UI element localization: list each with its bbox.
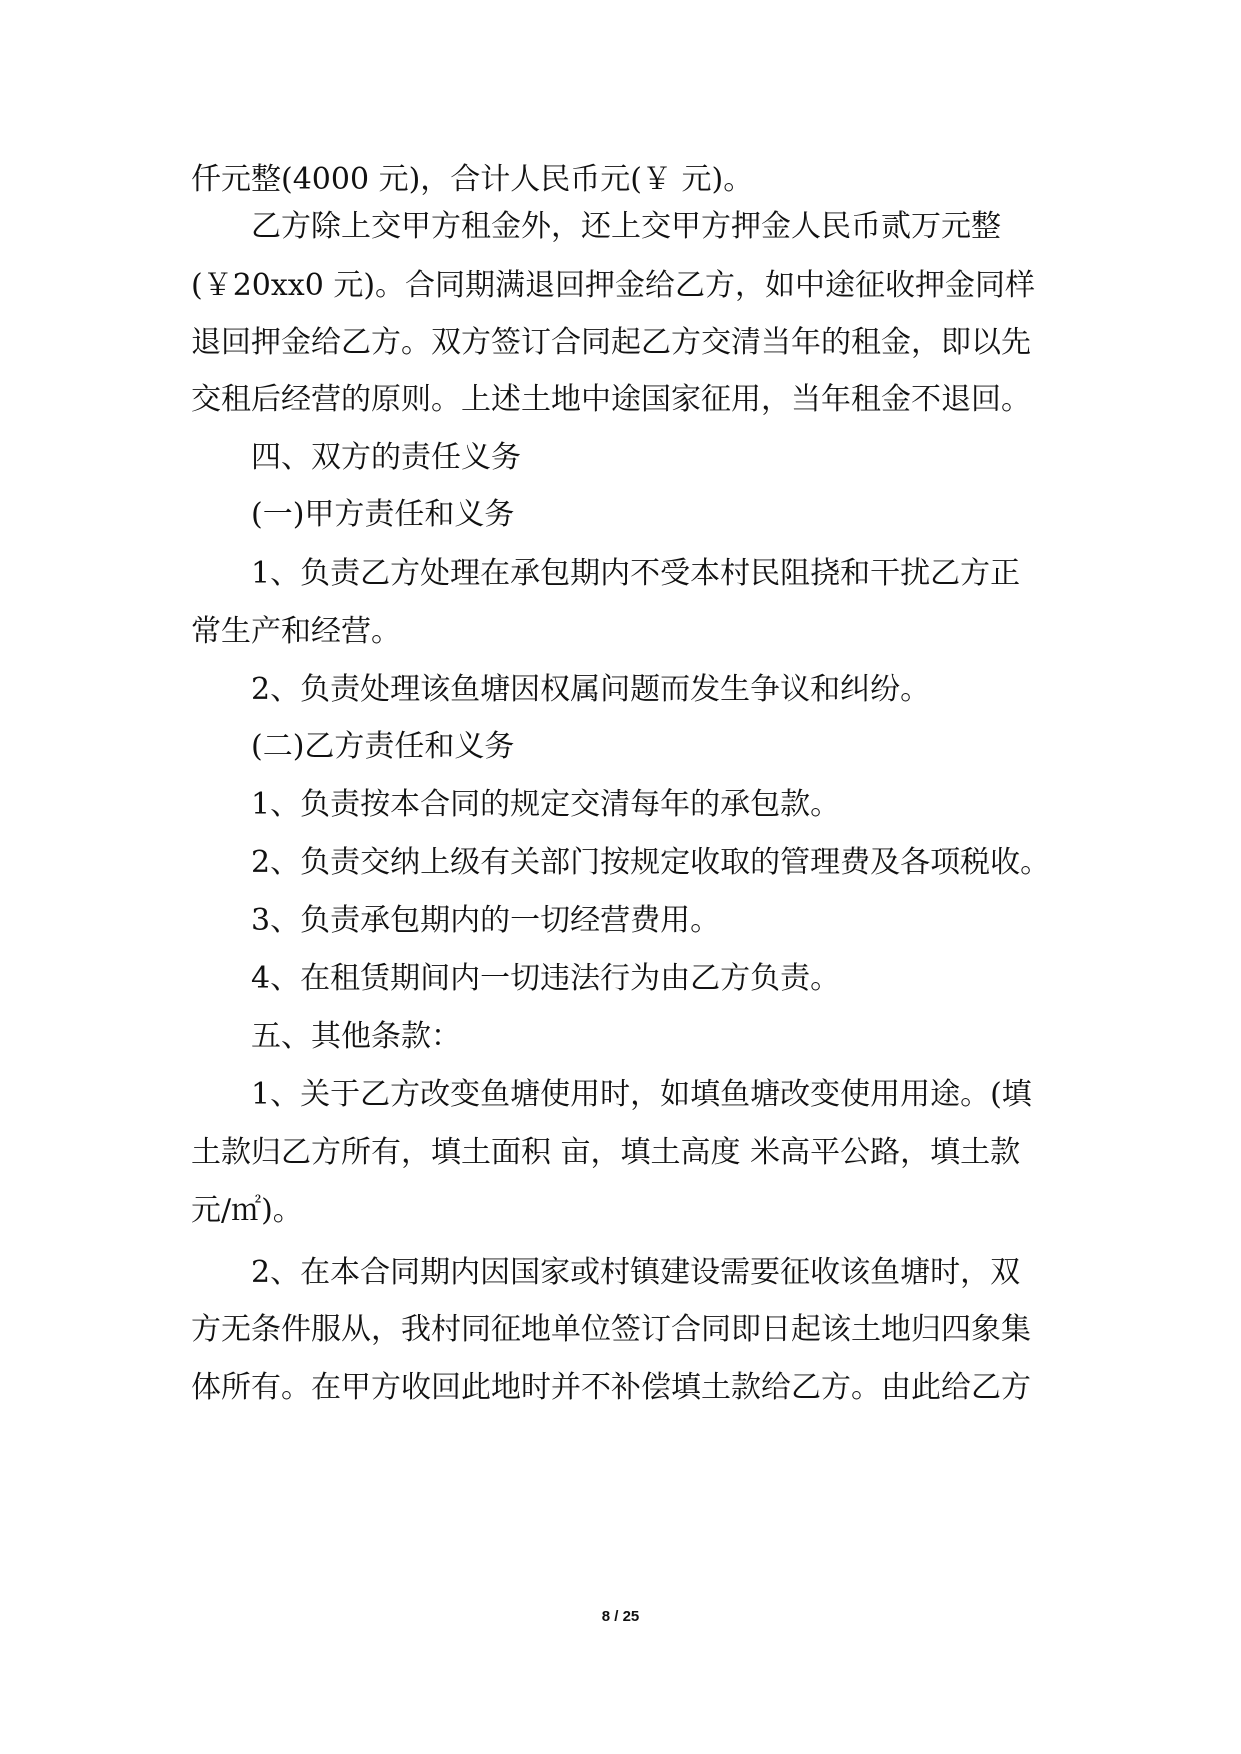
page-number: 8 / 25 [601, 1608, 640, 1625]
text-line-8: 1、负责乙方处理在承包期内不受本村民阻挠和干扰乙方正 [251, 556, 1021, 591]
section-heading-5: 五、其他条款： [251, 1019, 461, 1054]
text-line-20: 2、在本合同期内因国家或村镇建设需要征收该鱼塘时，双 [251, 1255, 1021, 1290]
text-line-5: 交租后经营的原则。上述土地中途国家征用，当年租金不退回。 [191, 382, 1031, 417]
text-line-4: 退回押金给乙方。双方签订合同起乙方交清当年的租金，即以先 [191, 325, 1031, 360]
subsection-heading-1: (一)甲方责任和义务 [251, 497, 515, 532]
text-line-18: 土款归乙方所有，填土面积 亩，填土高度 米高平公路，填土款 [191, 1135, 1021, 1170]
text-line-21: 方无条件服从，我村同征地单位签订合同即日起该土地归四象集 [191, 1312, 1031, 1347]
text-line-3: (￥20xx0 元)。合同期满退回押金给乙方，如中途征收押金同样 [191, 268, 1036, 303]
text-line-2: 乙方除上交甲方租金外，还上交甲方押金人民币贰万元整 [251, 209, 1001, 244]
text-line-19: 元/㎡)。 [191, 1193, 303, 1228]
text-line-15: 4、在租赁期间内一切违法行为由乙方负责。 [251, 961, 841, 996]
text-line-13: 2、负责交纳上级有关部门按规定收取的管理费及各项税收。 [251, 845, 1051, 880]
text-line-9: 常生产和经营。 [191, 614, 401, 649]
text-line-22: 体所有。在甲方收回此地时并不补偿填土款给乙方。由此给乙方 [191, 1370, 1031, 1405]
section-heading-4: 四、双方的责任义务 [251, 440, 521, 475]
text-line-1: 仟元整(4000 元)，合计人民币元(￥ 元)。 [191, 162, 754, 197]
text-line-14: 3、负责承包期内的一切经营费用。 [251, 903, 721, 938]
text-line-17: 1、关于乙方改变鱼塘使用时，如填鱼塘改变使用用途。(填 [251, 1077, 1032, 1112]
text-line-12: 1、负责按本合同的规定交清每年的承包款。 [251, 787, 841, 822]
text-line-10: 2、负责处理该鱼塘因权属问题而发生争议和纠纷。 [251, 672, 931, 707]
subsection-heading-2: (二)乙方责任和义务 [251, 729, 515, 764]
